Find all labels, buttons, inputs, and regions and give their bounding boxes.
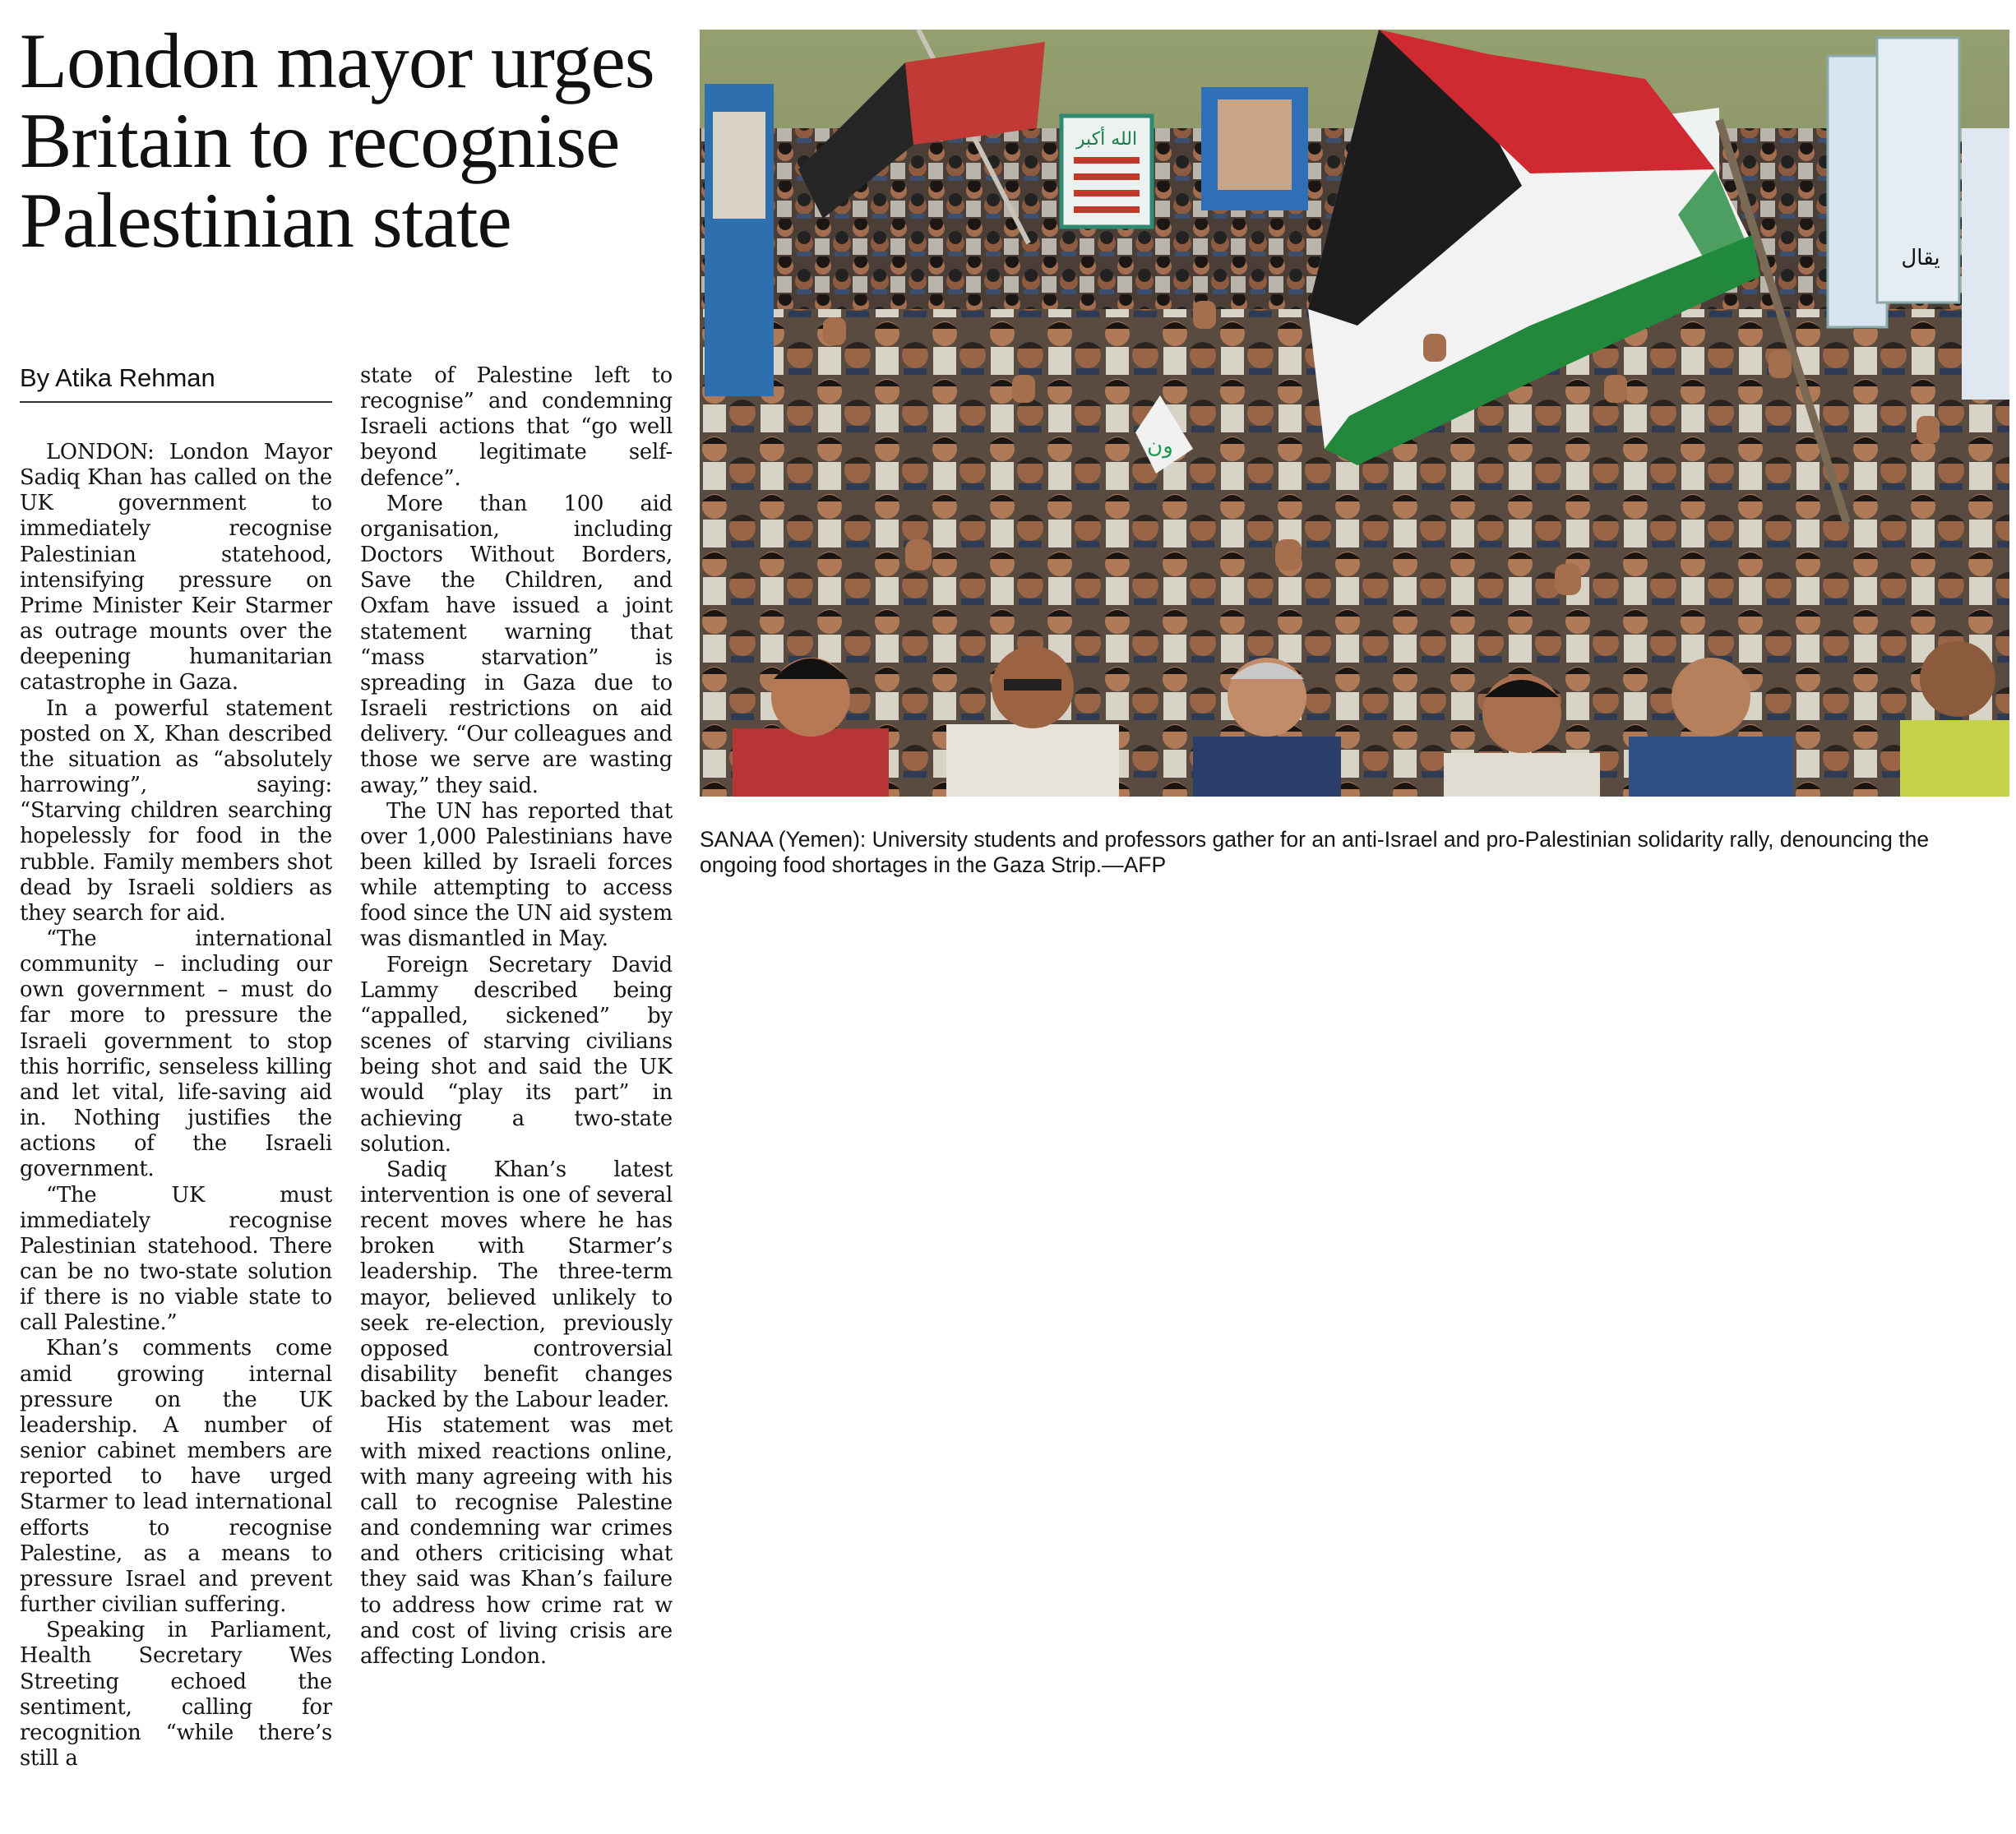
article-column-1 [20,440,332,1829]
article-byline: By Atika Rehman [20,362,332,403]
rally-photo-illustration [700,30,2009,797]
photo-caption: SANAA (Yemen): University students and professors gather for an anti-Israel and pro-Palestinian solidarity rally, denouncing the ongoing food shortages in the Gaza Strip.—AFP [700,827,1930,877]
paragraph: LONDON: London Mayor Sadiq Khan has called on the UK government to immediately recognise Palestinian statehood, intensifying pressure on Prime Minister Keir Starmer as outrage mounts over the deepening humanitarian catastrophe in Gaza. [20,440,332,695]
article-headline: London mayor urges Britain to recognise Palestinian state [20,17,654,264]
article-column-2 [360,363,673,1831]
rally-photo [700,30,2009,797]
paragraph: More than 100 aid organisation, including Doctors Without Borders, Save the Children, and Oxfam have issued a joint statement warning that “mass starvation” is spreading in Gaza due to Israeli restrictions on aid delivery. “Our colleagues and those we serve are wasting away,” they said. [360,491,673,798]
paragraph: “The UK must immediately recognise Palestinian statehood. There can be no two-state solution if there is no viable state to call Palestine.” [20,1182,332,1336]
paragraph: Speaking in Parliament, Health Secretary Wes Streeting echoed the sentiment, calling for recognition “while there’s still a [20,1618,332,1771]
paragraph: Sadiq Khan’s latest intervention is one of several recent moves where he has broken with Starmer’s leadership. The three-term mayor, believed unlikely to seek re-election, previously opposed controversial disability benefit changes backed by the Labour leader. [360,1157,673,1413]
paragraph: His statement was met with mixed reactions online, with many agreeing with his call to recognise Palestine and condemning war crimes and others criticising what they said was Khan’s failure to address how crime rat w and cost of living crisis are affecting London. [360,1413,673,1669]
paragraph: state of Palestine left to recognise” and condemning Israeli actions that “go well beyond legitimate self-defence”. [360,363,673,491]
paragraph: Foreign Secretary David Lammy described being “appalled, sickened” by scenes of starving civilians being shot and said the UK would “play its part” in achieving a two-state solution. [360,952,673,1157]
sign-text-2: ون [1147,434,1173,459]
sign-text-3: يقال [1901,246,1940,270]
paragraph: In a powerful statement posted on X, Khan described the situation as “absolutely harrowing”, saying: “Starving children searching hopelessly for food in the rubble. Family members shot dead by Israeli soldiers as they search for aid. [20,695,332,926]
sign-text-1: الله أكبر [1075,129,1138,150]
paragraph: “The international community – including our own government – must do far more to pressure the Israeli government to stop this horrific, senseless killing and let vital, life-saving aid in. Nothing justifies the actions of the Israeli government. [20,926,332,1182]
paragraph: Khan’s comments come amid growing internal pressure on the UK leadership. A number of senior cabinet members are reported to have urged Starmer to lead international efforts to recognise Palestine, as a means to pressure Israel and prevent further civilian suffering. [20,1336,332,1618]
paragraph: The UN has reported that over 1,000 Palestinians have been killed by Israeli forces while attempting to access food since the UN aid system was dismantled in May. [360,798,673,952]
